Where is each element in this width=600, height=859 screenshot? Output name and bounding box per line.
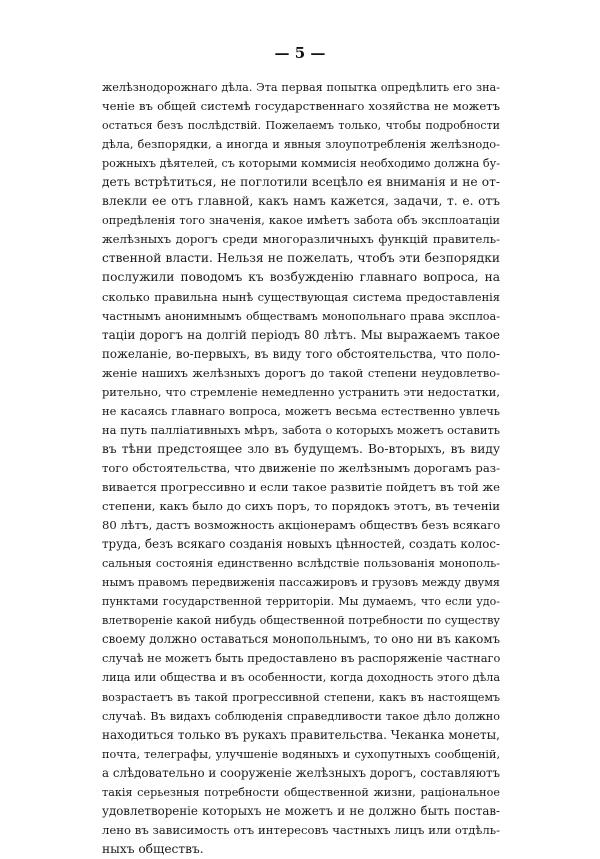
text-line: послужили поводомъ къ возбужденію главнаго вопроса, на	[102, 270, 500, 285]
text-line: случаѣ не можетъ быть предоставлено въ распоряженіе частнаго	[102, 651, 500, 666]
text-line: того обстоятельства, что движеніе по желѣзнымъ дорогамъ раз-	[102, 460, 500, 475]
text-line: пожеланіе, во-первыхъ, въ виду того обстоятельства, что поло-	[102, 346, 500, 361]
text-line: возрастаетъ въ такой прогрессивной степени, какъ въ настоящемъ	[102, 690, 500, 704]
text-line: рожныхъ дѣятелей, съ которыми коммисія необходимо должна бу-	[102, 157, 500, 171]
text-line: въ тѣни предстоящее зло въ будущемъ. Во-вторыхъ, въ виду	[102, 441, 500, 456]
text-line: лица или общества и въ особенности, когда доходность этого дѣла	[102, 671, 500, 685]
text-line: ченіе въ общей системѣ государственнаго хозяйства не можетъ	[102, 99, 500, 114]
text-line: случаѣ. Въ видахъ соблюденія справедливости такое дѣло должно	[102, 709, 500, 723]
text-line: не касаясь главнаго вопроса, можетъ весьма естественно увлечь	[102, 403, 500, 418]
text-line: женіе нашихъ желѣзныхъ дорогъ до такой степени неудовлетво-	[102, 365, 500, 380]
text-line: своему должно оставаться монопольнымъ, то оно ни въ какомъ	[102, 632, 500, 647]
text-line: нымъ правомъ передвиженія пассажировъ и грузовъ между двумя	[102, 576, 500, 590]
text-line: 80 лѣтъ, дастъ возможность акціонерамъ обществъ безъ всякаго	[102, 518, 500, 533]
text-line: удовлетвореніе которыхъ не можетъ и не должно быть постав-	[102, 803, 500, 818]
text-line: пунктами государственной территоріи. Мы думаемъ, что если удо-	[102, 595, 500, 609]
text-line: рительно, что стремленіе немедленно устранить эти недостатки,	[102, 384, 500, 399]
text-line: а слѣдовательно и сооруженіе желѣзныхъ дорогъ, составляютъ	[102, 765, 500, 780]
page-number: — 5 —	[274, 44, 326, 62]
text-line: влекли ее отъ главной, какъ намъ кажется, задачи, т. е. отъ	[102, 194, 500, 209]
text-line: остаться безъ послѣдствій. Пожелаемъ только, чтобы подробности	[102, 119, 500, 133]
text-line: вивается прогрессивно и если такое развитіе пойдетъ въ той же	[102, 479, 500, 494]
text-line: частнымъ анонимнымъ обществамъ монопольнаго права эксплоа-	[102, 309, 500, 323]
text-line: почта, телеграфы, улучшеніе водяныхъ и сухопутныхъ сообщеній,	[102, 747, 500, 761]
text-line: желѣзныхъ дорогъ среди многоразличныхъ функцій правитель-	[102, 232, 500, 247]
text-line: находиться только въ рукахъ правительства. Чеканка монеты,	[102, 727, 500, 742]
text-line: деть встрѣтиться, не поглотили всецѣло ея вниманія и не от-	[102, 175, 500, 190]
text-line: на путь паллiативныхъ мѣръ, забота о которыхъ можетъ оставить	[102, 422, 500, 437]
text-line: ныхъ обществъ.	[102, 841, 204, 856]
text-line: такія серьезныя потребности общественной жизни, раціональное	[102, 785, 500, 799]
text-line: ственной власти. Нельзя не пожелать, чтобъ эти безпорядки	[102, 251, 500, 266]
text-line: сальныя состоянія единственно вслѣдствіе пользованія монополь-	[102, 557, 500, 571]
text-line: труда, безъ всякаго созданія новыхъ цѣнностей, создать колос-	[102, 537, 500, 552]
body-text	[102, 78, 500, 859]
text-line: дѣла, безпорядки, а иногда и явныя злоупотребленія желѣзнодо-	[102, 137, 500, 152]
text-line: сколько правильна нынѣ существующая система предоставленія	[102, 289, 500, 304]
text-line: таціи дорогъ на долгій періодъ 80 лѣтъ. Мы выражаемъ такое	[102, 327, 500, 342]
text-line: влетвореніе какой нибудь общественной потребности по существу	[102, 614, 500, 628]
text-line: желѣзнодорожнаго дѣла. Эта первая попытка опредѣлить его зна-	[102, 81, 500, 94]
text-line: лено въ зависимость отъ интересовъ частныхъ лицъ или отдѣль-	[102, 822, 500, 837]
text-line: опредѣленія того значенія, какое имѣетъ забота объ эксплоатаціи	[102, 214, 500, 228]
text-line: степени, какъ было до сихъ поръ, то порядокъ этотъ, въ теченіи	[102, 499, 500, 514]
